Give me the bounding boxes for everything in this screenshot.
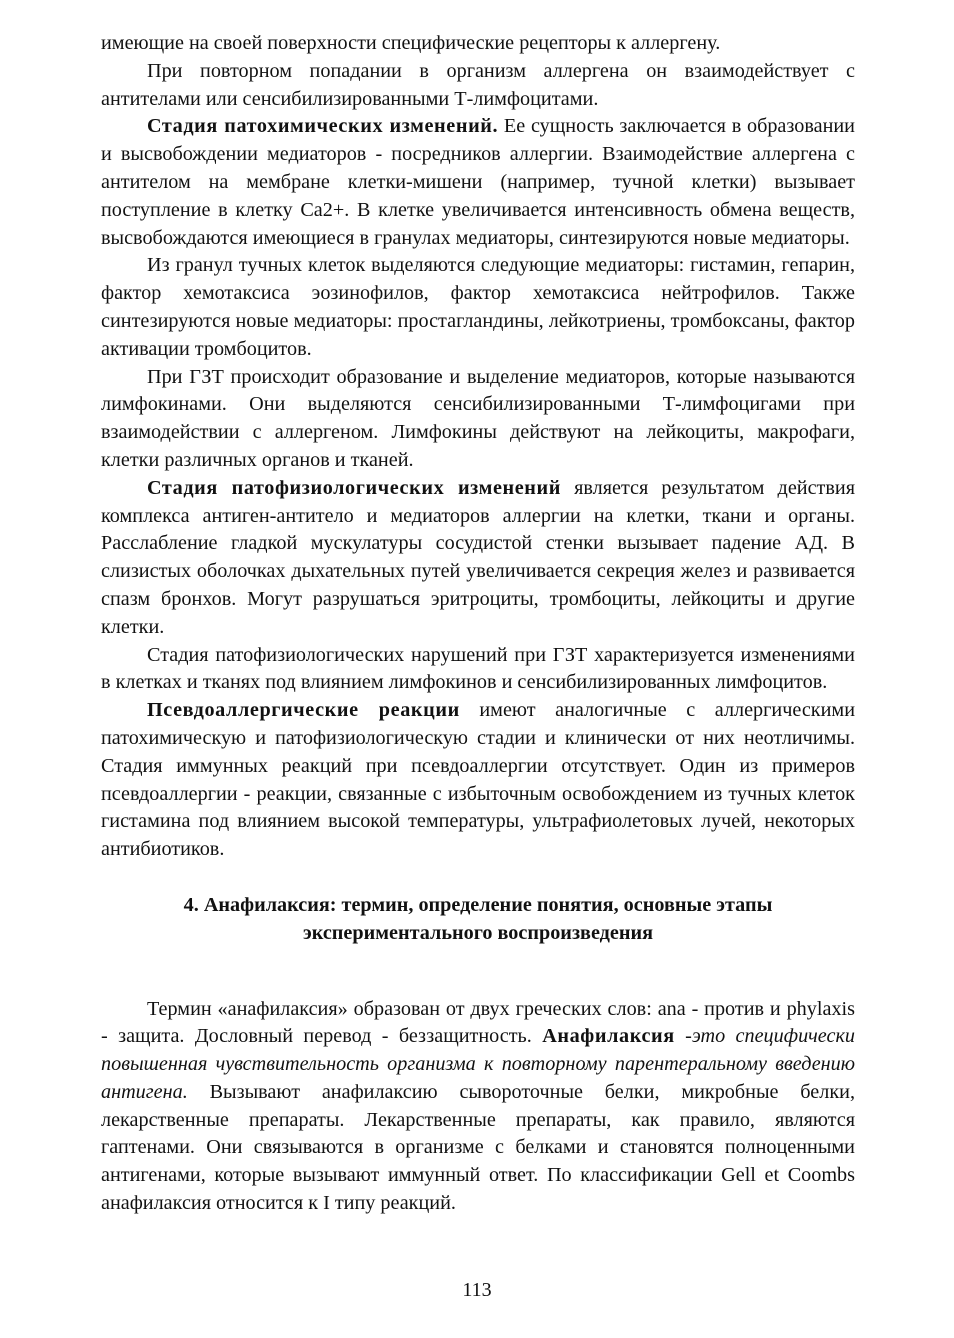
section-heading: 4. Анафилаксия: термин, определение понятия, основные этапы экспериментального воспроизведения [183,893,773,944]
page-number: 113 [462,1279,492,1301]
paragraph [101,697,855,864]
bold-term: Стадия патофизиологических изменений [147,476,561,499]
bold-term: Псевдоаллергические реакции [147,699,460,722]
text-run: является результатом действия комплекса антиген-антитело и медиаторов аллергии на клетки, ткани и органы. Расслабление гладкой мускулатуры сосудистой стенки вызывает падение АД. В слизистых оболочках дыхательных путей увеличивается секреция желез и развивается спазм бронхов. Могут разрушаться эритроциты, тромбоциты, лейкоциты и другие клетки. [101,476,855,638]
paragraph [101,30,855,58]
text-run: Термин «анафилаксия» образован от двух греческих слов: ana - против и phylaxis - защита. Дословный перевод - беззащитность. [101,997,855,1048]
paragraph [101,113,855,252]
paragraph [101,252,855,363]
paragraph [101,475,855,642]
text-run: Вызывают анафилаксию сывороточные белки, микробные белки, лекарственные препараты. Лекарственные препараты, как правило, являются гаптенами. Они связываются в организме с белками и становятся полноценными антигенами, которые вызывают иммунный ответ. По классификации Gell et Coombs анафилаксия относится к I типу реакций. [101,1080,855,1215]
text-block-before-heading [101,30,855,864]
bold-term: Стадия патохимических изменений. [147,115,499,138]
bold-term: Анафилаксия [542,1025,675,1048]
text-run: При ГЗТ происходит образование и выделение медиаторов, которые называются лимфокинами. Они выделяются сенсибилизированными Т-лимфоцигами при взаимодействии с аллергеном. Лимфокины действуют на лейкоциты, макрофаги, клетки различных органов и тканей. [101,365,855,471]
text-run: Стадия патофизиологических нарушений при ГЗТ характеризуется изменениями в клетках и тканях под влиянием лимфокинов и сенсибилизированных лимфоцитов. [101,643,855,694]
paragraph [101,364,855,475]
italic-definition: -это специфически повышенная чувствительность организма к повторному парентеральному введению антигена. [101,1025,855,1103]
paragraph [101,996,855,1218]
text-block-after-heading [101,996,855,1218]
text-run: Из гранул тучных клеток выделяются следующие медиаторы: гистамин, гепарин, фактор хемотаксиса эозинофилов, фактор хемотаксиса нейтрофилов. Также синтезируются новые медиаторы: простагландины, лейкотриены, тромбоксаны, фактор активации тромбоцитов. [101,254,855,360]
text-run: имеющие на своей поверхности специфические рецепторы к аллергену. [101,32,721,54]
paragraph [101,58,855,114]
text-run: Ее сущность заключается в образовании и высвобождении медиаторов - посредников аллергии. Взаимодействие аллергена с антителом на мембране клетки-мишени (например, тучной клетки) вызывает поступление в клетку Са2+. В клетке увеличивается интенсивность обмена веществ, высвобождаются имеющиеся в гранулах медиаторы, синтезируются новые медиаторы. [101,115,855,249]
page-body [101,30,855,1218]
text-run: При повторном попадании в организм аллергена он взаимодействует с антителами или сенсибилизированными Т-лимфоцитами. [101,59,855,110]
text-run: имеют аналогичные с аллергическими патохимическую и патофизиологическую стадии и клинически от них неотличимы. Стадия иммунных реакций при псевдоаллергии отсутствует. Один из примеров псевдоаллергии - реакции, связанные с избыточным освобождением из тучных клеток гистамина под влиянием высокой температуры, ультрафиолетовых лучей, некоторых антибиотиков. [101,699,855,861]
paragraph [101,642,855,698]
